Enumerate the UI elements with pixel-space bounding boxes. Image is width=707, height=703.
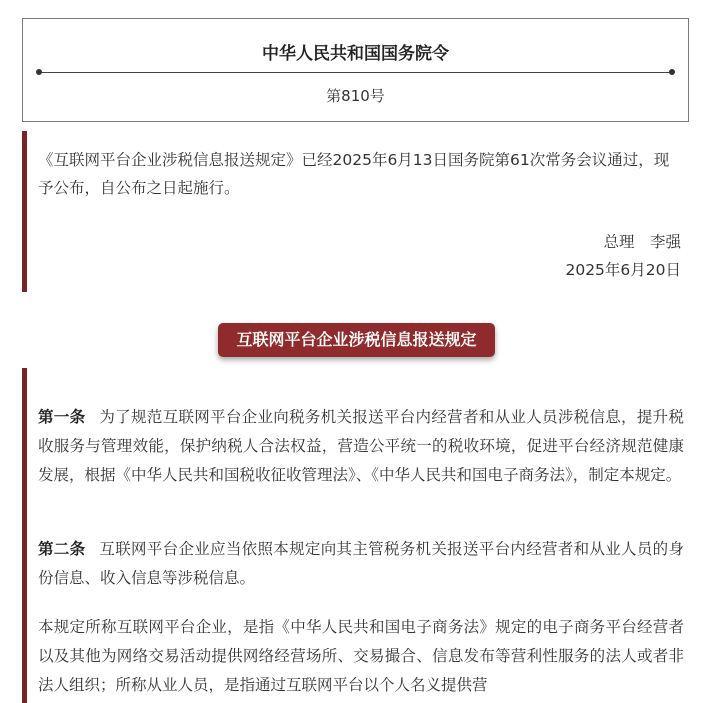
article-label: 第二条 <box>38 540 86 558</box>
quote-bar <box>22 131 27 292</box>
signature-block <box>565 228 681 284</box>
article-2 <box>38 535 684 593</box>
promulgation-text: 《互联网平台企业涉税信息报送规定》已经2025年6月13日国务院第61次常务会议通过，现予公布，自公布之日起施行。 <box>38 151 670 197</box>
decree-header-box <box>22 18 689 122</box>
article-1 <box>38 403 684 490</box>
regulation-title-badge: 互联网平台企业涉税信息报送规定 <box>218 323 495 357</box>
article-text: 互联网平台企业应当依照本规定向其主管税务机关报送平台内经营者和从业人员的身份信息、收入信息等涉税信息。 <box>38 540 684 587</box>
article-label: 第一条 <box>38 408 86 426</box>
quote-bar <box>22 368 27 703</box>
article-2-paragraph <box>38 613 684 700</box>
article-text: 为了规范互联网平台企业向税务机关报送平台内经营者和从业人员涉税信息，提升税收服务与管理效能，保护纳税人合法权益，营造公平统一的税收环境，促进平台经济规范健康发展，根据《中华人民共和国税收征收管理法》、《中华人民共和国电子商务法》，制定本规定。 <box>38 408 684 484</box>
signer: 总理 李强 <box>603 233 681 251</box>
sign-date: 2025年6月20日 <box>565 261 681 279</box>
decree-number: 第810号 <box>326 87 385 105</box>
divider-right-dot <box>669 69 675 75</box>
header-divider <box>39 72 672 73</box>
divider-left-dot <box>36 69 42 75</box>
decree-title: 中华人民共和国国务院令 <box>262 44 449 64</box>
article-text: 本规定所称互联网平台企业，是指《中华人民共和国电子商务法》规定的电子商务平台经营者以及其他为网络交易活动提供网络经营场所、交易撮合、信息发布等营利性服务的法人或者非法人组织；所称从业人员，是指通过互联网平台以个人名义提供营 <box>38 618 684 694</box>
